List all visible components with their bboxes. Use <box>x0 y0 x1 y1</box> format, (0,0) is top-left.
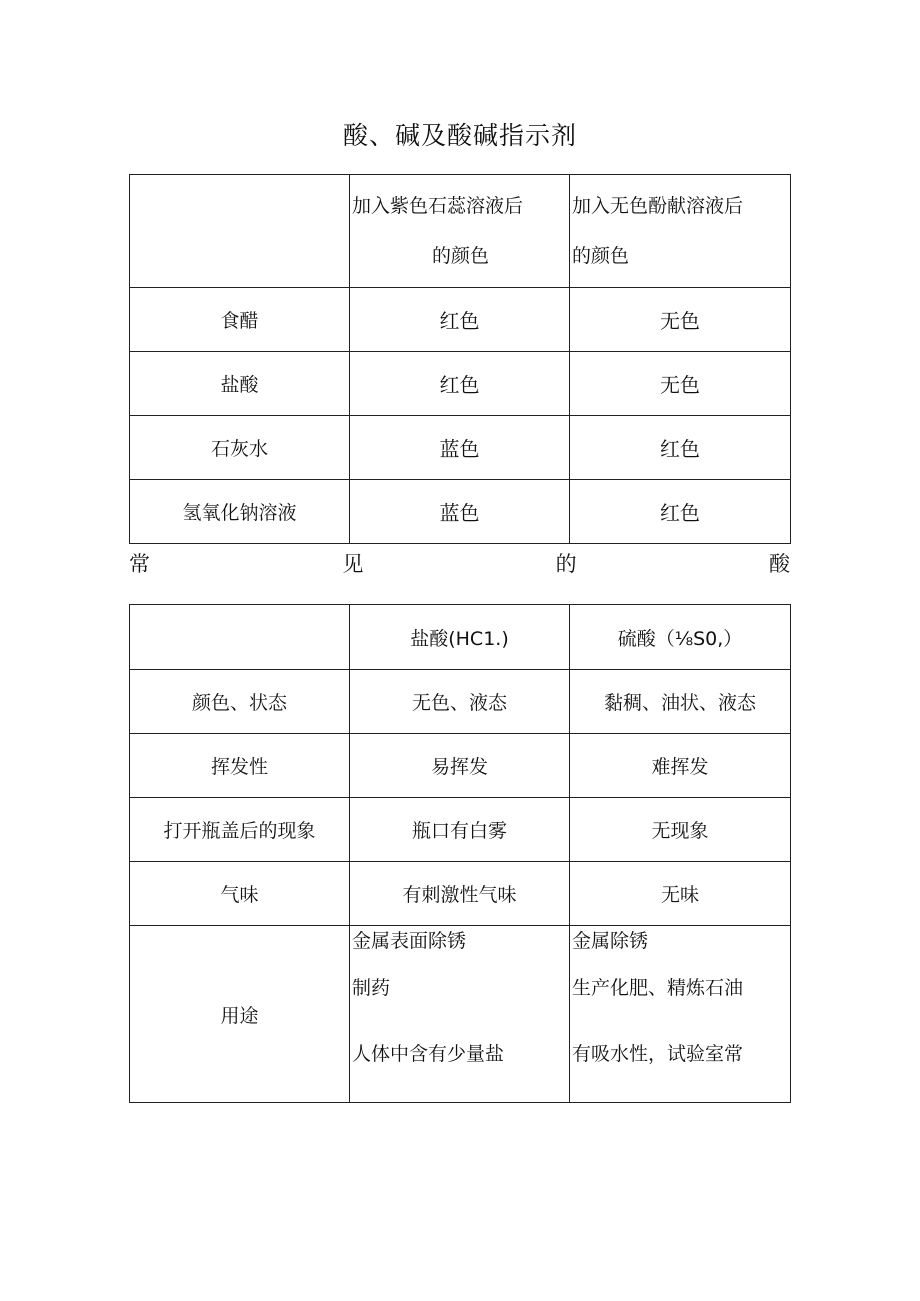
section-heading-char: 见 <box>342 552 364 576</box>
substance-cell: 石灰水 <box>130 416 350 480</box>
header-phenol-line1: 加入无色酚献溶液后 <box>572 195 744 217</box>
table-row <box>130 352 791 416</box>
hcl-value-cell: 瓶口有白雾 <box>350 798 570 862</box>
litmus-color-cell: 蓝色 <box>350 480 570 544</box>
section-heading-char: 的 <box>555 552 577 576</box>
acid-properties-table <box>129 604 791 1103</box>
litmus-color-cell: 蓝色 <box>350 416 570 480</box>
header-cell-hcl: 盐酸(HC1.) <box>350 605 570 670</box>
header-phenol-line2: 的颜色 <box>572 245 630 267</box>
table-row-uses <box>130 926 791 1103</box>
table-row <box>130 480 791 544</box>
property-cell: 用途 <box>130 926 350 1103</box>
use-line: 生产化肥、精炼石油 <box>572 977 744 999</box>
header-cell-empty <box>130 605 350 670</box>
h2so4-value-cell: 无现象 <box>570 798 791 862</box>
property-cell: 气味 <box>130 862 350 926</box>
substance-cell: 食醋 <box>130 288 350 352</box>
indicator-table <box>129 174 791 544</box>
header-litmus-line1: 加入紫色石蕊溶液后 <box>352 195 524 217</box>
phenol-color-cell: 红色 <box>570 480 791 544</box>
litmus-color-cell: 红色 <box>350 288 570 352</box>
property-cell: 颜色、状态 <box>130 670 350 734</box>
page-title: 酸、碱及酸碱指示剂 <box>342 121 577 150</box>
h2so4-value-cell: 黏稠、油状、液态 <box>570 670 791 734</box>
substance-cell: 氢氧化钠溶液 <box>130 480 350 544</box>
section-heading-char: 常 <box>129 552 150 576</box>
h2so4-uses-cell <box>570 926 791 1103</box>
header-cell-phenolphthalein <box>570 175 791 288</box>
hcl-value-cell: 有刺激性气味 <box>350 862 570 926</box>
litmus-color-cell: 红色 <box>350 352 570 416</box>
use-line: 制药 <box>352 977 391 999</box>
header-litmus-line2: 的颜色 <box>431 245 489 267</box>
table-header-row <box>130 175 791 288</box>
hcl-value-cell: 易挥发 <box>350 734 570 798</box>
table-row <box>130 798 791 862</box>
table-row <box>130 862 791 926</box>
table-row <box>130 734 791 798</box>
use-line: 金属除锈 <box>572 930 649 952</box>
section-heading-char: 酸 <box>768 552 790 576</box>
h2so4-value-cell: 无味 <box>570 862 791 926</box>
hcl-uses-cell <box>350 926 570 1103</box>
use-line: 金属表面除锈 <box>352 930 467 952</box>
section-heading-common-acids <box>129 548 790 578</box>
use-line: 有吸水性，试验室常 <box>572 1043 744 1065</box>
h2so4-value-cell: 难挥发 <box>570 734 791 798</box>
property-cell: 挥发性 <box>130 734 350 798</box>
hcl-value-cell: 无色、液态 <box>350 670 570 734</box>
use-line: 人体中含有少量盐 <box>352 1043 505 1065</box>
phenol-color-cell: 红色 <box>570 416 791 480</box>
table-header-row <box>130 605 791 670</box>
table-row <box>130 288 791 352</box>
table-row <box>130 416 791 480</box>
header-cell-h2so4: 硫酸（⅛S0,） <box>570 605 791 670</box>
header-cell-empty <box>130 175 350 288</box>
header-cell-litmus <box>350 175 570 288</box>
property-cell: 打开瓶盖后的现象 <box>130 798 350 862</box>
phenol-color-cell: 无色 <box>570 352 791 416</box>
table-row <box>130 670 791 734</box>
phenol-color-cell: 无色 <box>570 288 791 352</box>
substance-cell: 盐酸 <box>130 352 350 416</box>
